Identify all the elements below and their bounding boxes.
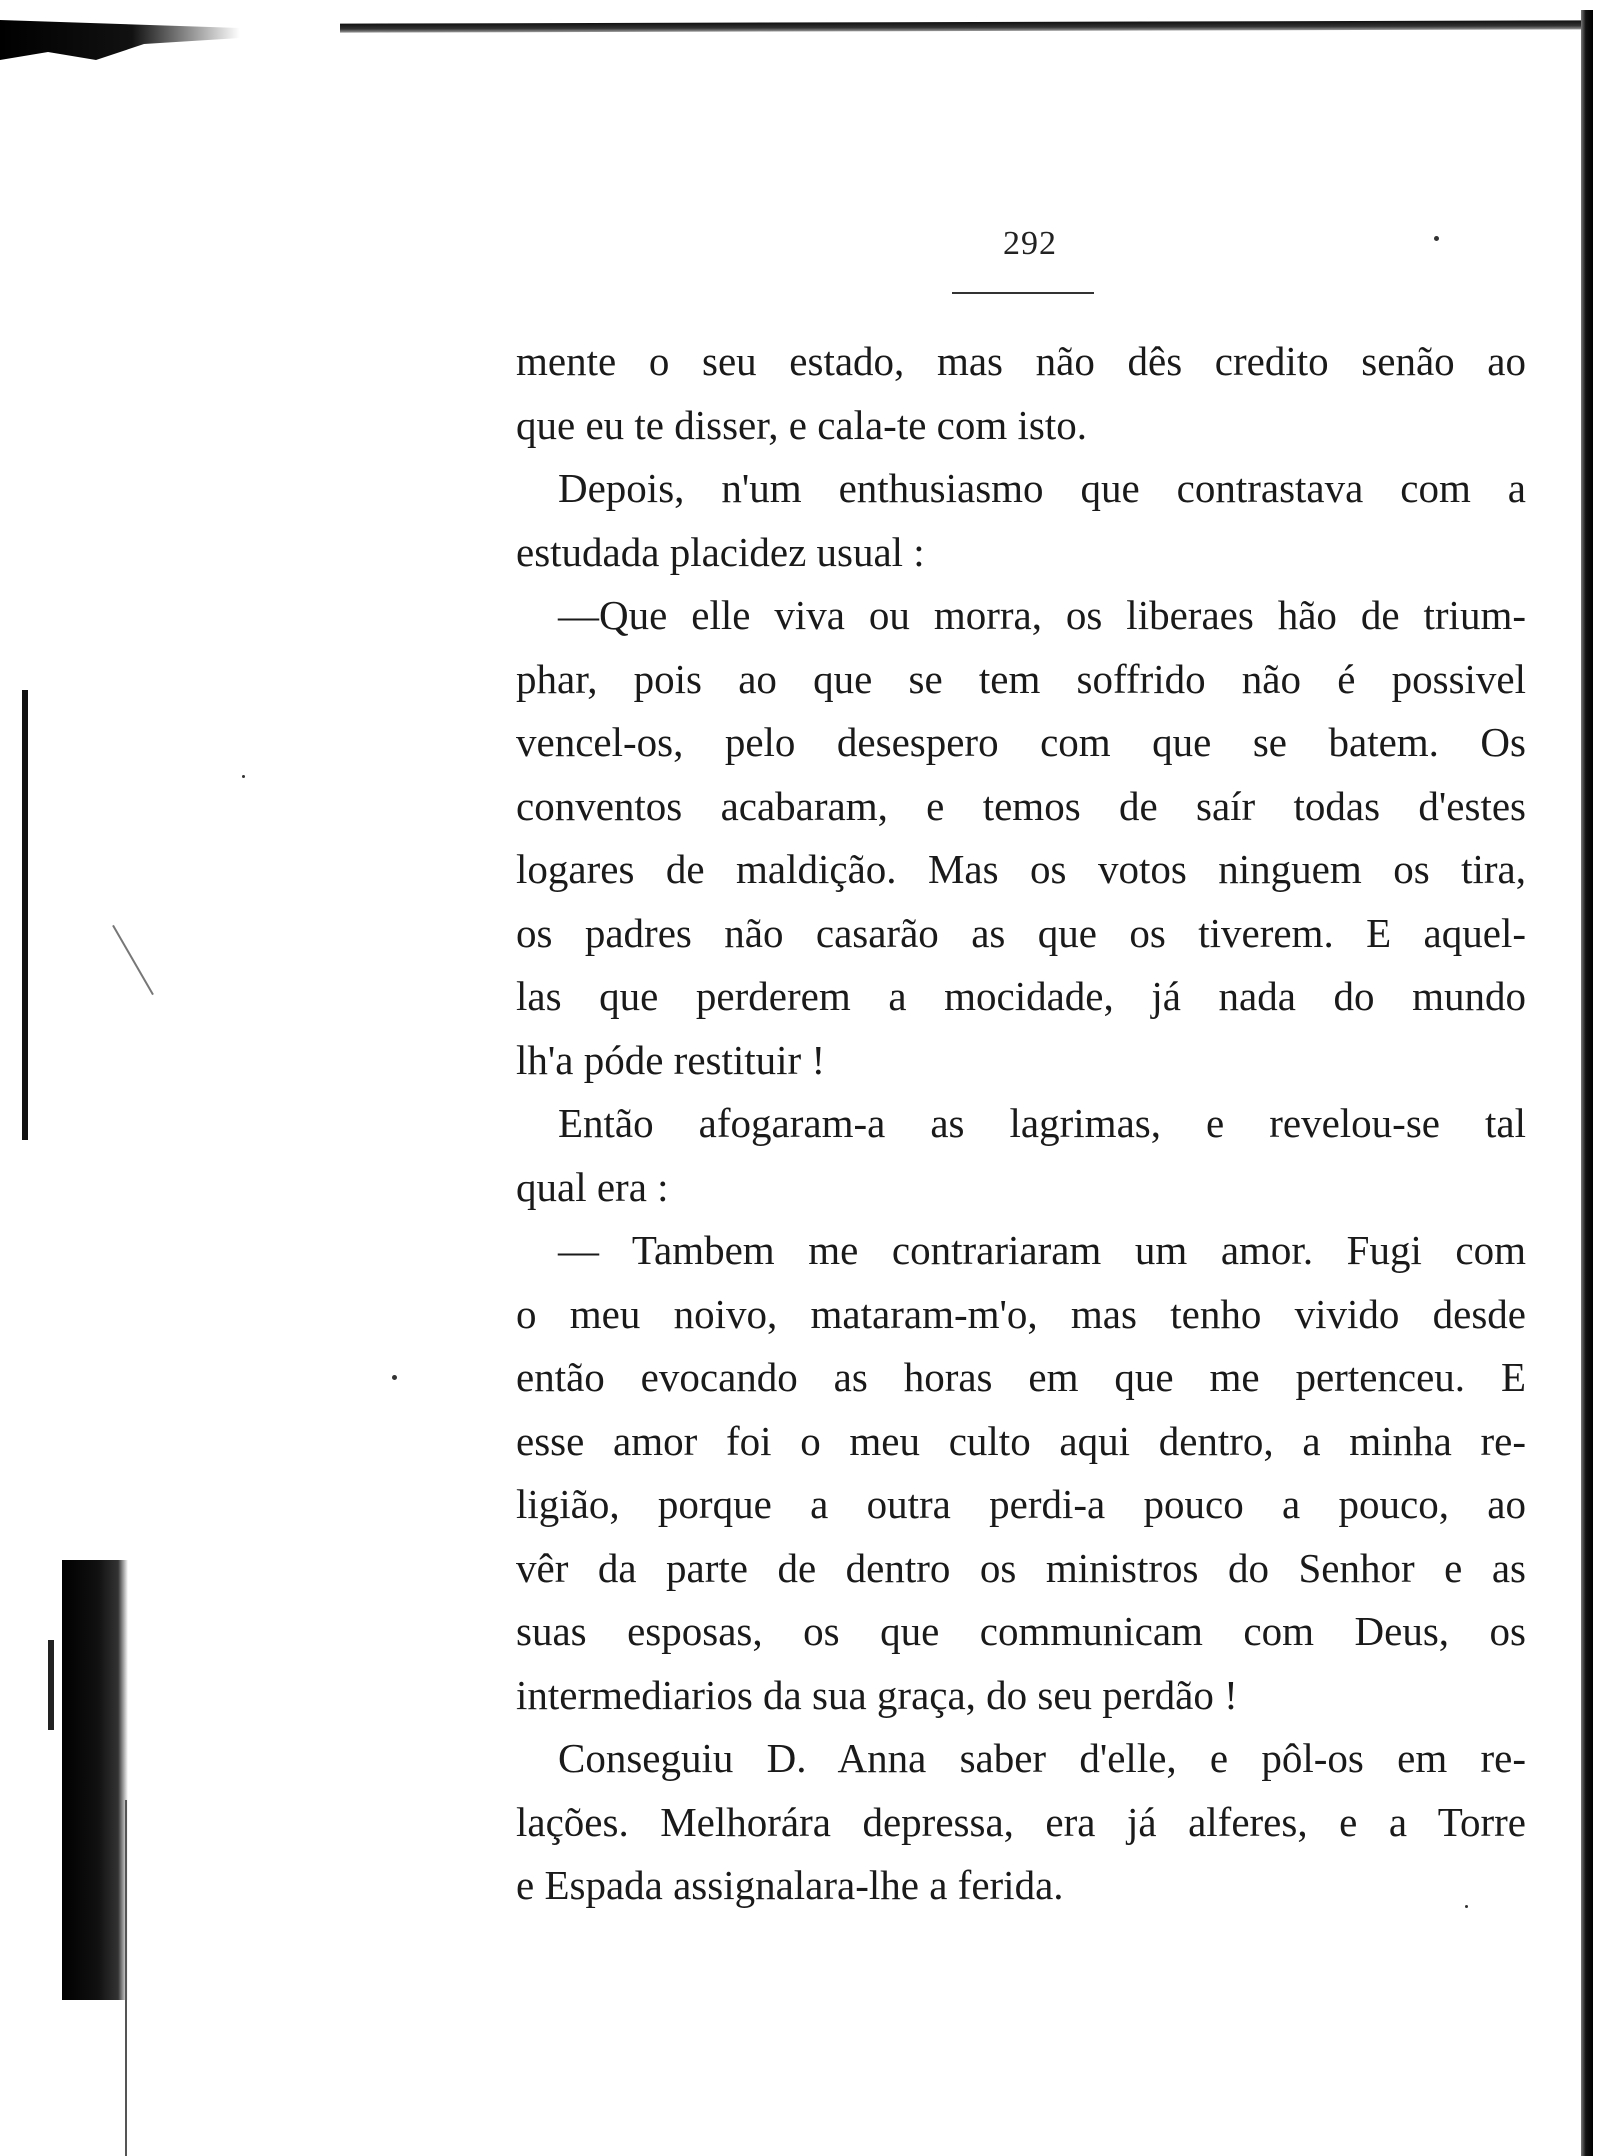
text-line: lações. Melhorára depressa, era já alferes, e a Torre bbox=[516, 1798, 1526, 1845]
text-line: phar, pois ao que se tem soffrido não é possivel bbox=[516, 655, 1526, 702]
text-line: ligião, porque a outra perdi-a pouco a pouco, ao bbox=[516, 1481, 1526, 1527]
scan-top-rule bbox=[340, 20, 1590, 32]
scan-speck bbox=[242, 775, 245, 778]
text-line: então evocando as horas em que me pertenceu. E bbox=[516, 1354, 1526, 1400]
text-line: suas esposas, os que communicam com Deus, os bbox=[516, 1608, 1526, 1654]
text-line: Conseguiu D. Anna saber d'elle, e pôl-os em re- bbox=[558, 1735, 1526, 1781]
text-line: o meu noivo, mataram-m'o, mas tenho vivido desde bbox=[516, 1290, 1526, 1337]
scan-right-edge bbox=[1581, 10, 1593, 2156]
body-text bbox=[516, 330, 1526, 1918]
scan-speck bbox=[1434, 236, 1439, 241]
text-line: vencel-os, pelo desespero com que se batem. Os bbox=[516, 719, 1526, 765]
text-line: vêr da parte de dentro os ministros do Senhor e as bbox=[516, 1544, 1526, 1591]
scan-left-shadow bbox=[62, 1560, 128, 2000]
text-line: las que perderem a mocidade, já nada do mundo bbox=[516, 973, 1526, 1019]
text-line: logares de maldição. Mas os votos ninguem os tira, bbox=[516, 846, 1526, 892]
scan-left-mark bbox=[22, 690, 28, 1140]
page-number: 292 bbox=[1003, 225, 1057, 262]
text-line: mente o seu estado, mas não dês credito senão ao bbox=[516, 338, 1526, 384]
text-line: estudada placidez usual : bbox=[516, 528, 925, 575]
text-line: — Tambem me contrariaram um amor. Fugi com bbox=[558, 1227, 1526, 1273]
text-line: Depois, n'um enthusiasmo que contrastava com a bbox=[558, 465, 1526, 511]
text-line: —Que elle viva ou morra, os liberaes hão de trium- bbox=[558, 592, 1526, 638]
text-line: Então afogaram-a as lagrimas, e revelou-se tal bbox=[558, 1100, 1526, 1146]
scan-left-mark-small bbox=[48, 1640, 54, 1730]
text-line: que eu te disser, e cala-te com isto. bbox=[516, 401, 1087, 448]
text-line: e Espada assignalara-lhe a ferida. bbox=[516, 1862, 1064, 1908]
text-line: conventos acabaram, e temos de saír todas d'estes bbox=[516, 782, 1526, 829]
text-line: intermediarios da sua graça, do seu perdão ! bbox=[516, 1671, 1238, 1718]
scan-corner-smudge bbox=[0, 20, 240, 60]
scan-left-line bbox=[125, 1800, 127, 2156]
text-line: qual era : bbox=[516, 1163, 669, 1210]
page-number-rule bbox=[952, 292, 1094, 294]
text-line: lh'a póde restituir ! bbox=[516, 1036, 826, 1083]
scan-left-stroke bbox=[112, 925, 154, 995]
text-line: esse amor foi o meu culto aqui dentro, a minha re- bbox=[516, 1417, 1526, 1464]
text-line: os padres não casarão as que os tiverem. E aquel- bbox=[516, 909, 1526, 956]
scan-speck bbox=[392, 1375, 397, 1380]
